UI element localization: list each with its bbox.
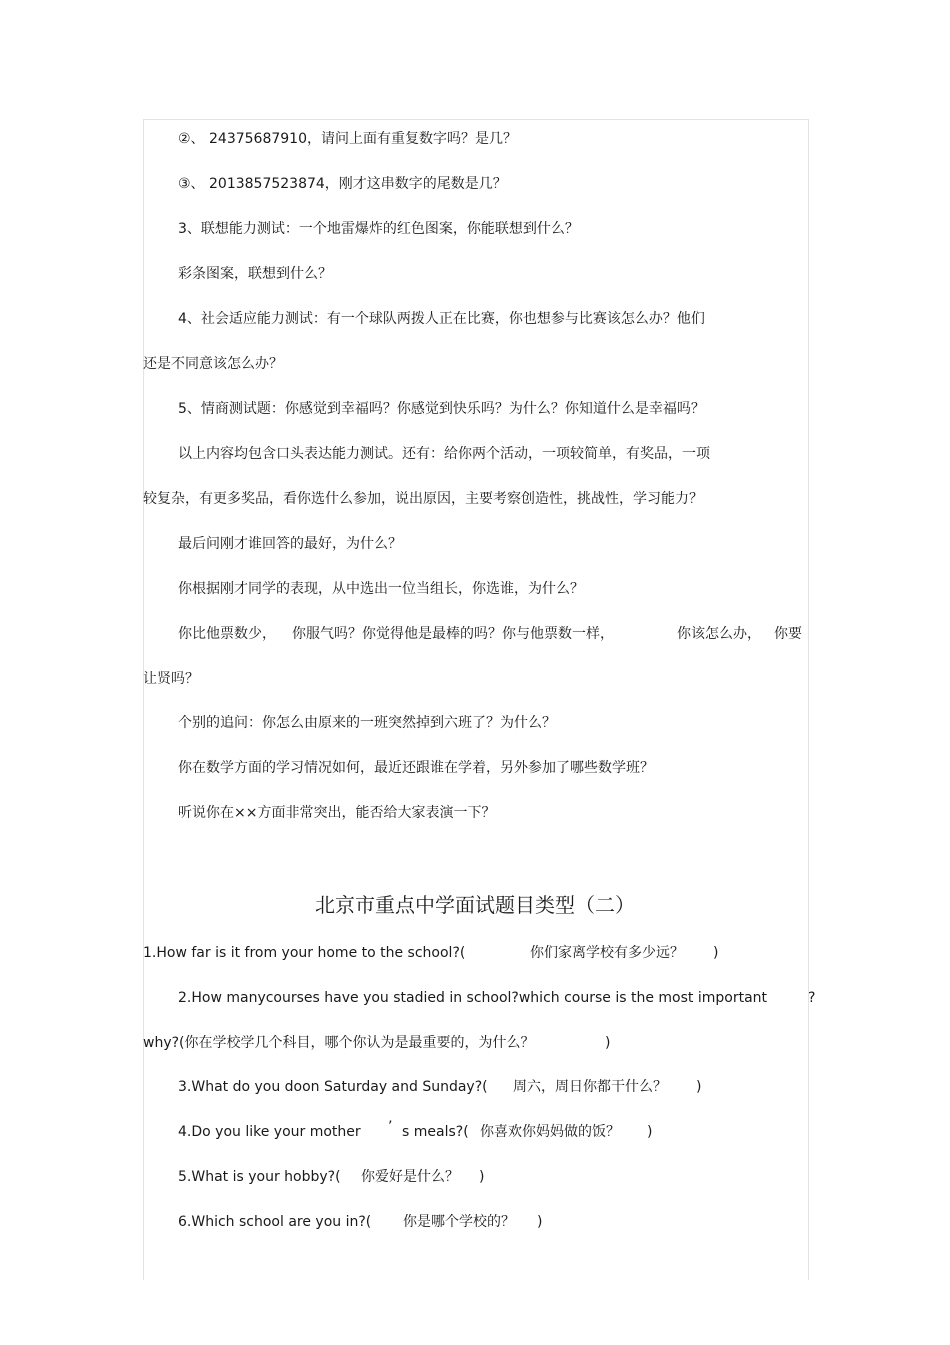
question-3-followup: 彩条图案，联想到什么？	[178, 266, 332, 282]
eq5-zh: 你爱好是什么？	[361, 1169, 459, 1185]
eq2-en: 2.How manycourses have you stadied in school?which course is the most important	[178, 990, 768, 1006]
paragraph-1-line1: 以上内容均包含口头表达能力测试。还有：给你两个活动，一项较简单，有奖品，一项	[178, 446, 710, 462]
eq6-zh: 你是哪个学校的？	[403, 1214, 515, 1230]
paragraph-5: 个别的追问：你怎么由原来的一班突然掉到六班了？为什么？	[178, 715, 556, 731]
eq4-apostrophe: ’	[388, 1119, 393, 1135]
eq1-zh: 你们家离学校有多少远？	[530, 945, 684, 961]
paragraph-4-seg3: 你该怎么办，	[677, 626, 761, 642]
eq3-zh: 周六，周日你都干什么？	[513, 1079, 667, 1095]
eq4-zh: 你喜欢你妈妈做的饭？	[480, 1124, 620, 1140]
eq3-end: )	[696, 1079, 702, 1095]
eq1-en: 1.How far is it from your home to the school?(	[143, 945, 466, 961]
question-4-line1: 4、社会适应能力测试：有一个球队两拨人正在比赛，你也想参与比赛该怎么办？他们	[178, 311, 705, 327]
eq4-end: )	[647, 1124, 653, 1140]
eq5-en: 5.What is your hobby?(	[178, 1169, 341, 1185]
eq6-end: )	[537, 1214, 543, 1230]
paragraph-3: 你根据刚才同学的表现，从中选出一位当组长，你选谁，为什么？	[178, 581, 584, 597]
eq3-en: 3.What do you doon Saturday and Sunday?(	[178, 1079, 488, 1095]
question-2-3: ③、 2013857523874，刚才这串数字的尾数是几？	[178, 176, 507, 192]
eq4-en2: s meals?(	[402, 1124, 469, 1140]
eq2-end: )	[605, 1035, 611, 1051]
paragraph-2: 最后问刚才谁回答的最好，为什么？	[178, 536, 402, 552]
question-3: 3、联想能力测试：一个地雷爆炸的红色图案，你能联想到什么？	[178, 221, 579, 237]
page-frame	[143, 119, 809, 1280]
eq2-qmark: ?	[808, 990, 816, 1006]
eq4-en: 4.Do you like your mother	[178, 1124, 361, 1140]
paragraph-4-seg2: 你服气吗？你觉得他是最棒的吗？你与他票数一样，	[292, 626, 614, 642]
paragraph-4-seg1: 你比他票数少，	[178, 626, 276, 642]
paragraph-6: 你在数学方面的学习情况如何，最近还跟谁在学着，另外参加了哪些数学班？	[178, 760, 654, 776]
question-4-line2: 还是不同意该怎么办？	[143, 356, 283, 372]
eq6-en: 6.Which school are you in?(	[178, 1214, 372, 1230]
paragraph-4-line2: 让贤吗？	[143, 671, 199, 687]
eq2-line2: why?(你在学校学几个科目，哪个你认为是最重要的，为什么？	[143, 1035, 535, 1051]
paragraph-1-line2: 较复杂，有更多奖品，看你选什么参加，说出原因，主要考察创造性，挑战性，学习能力？	[143, 491, 703, 507]
section-title: 北京市重点中学面试题目类型（二）	[315, 893, 635, 917]
paragraph-7: 听说你在××方面非常突出，能否给大家表演一下？	[178, 805, 496, 821]
question-2-2: ②、 24375687910，请问上面有重复数字吗？是几？	[178, 131, 517, 147]
eq5-end: )	[479, 1169, 485, 1185]
question-5: 5、情商测试题：你感觉到幸福吗？你感觉到快乐吗？为什么？你知道什么是幸福吗？	[178, 401, 705, 417]
eq1-end: )	[713, 945, 719, 961]
paragraph-4-seg4: 你要	[774, 626, 802, 642]
